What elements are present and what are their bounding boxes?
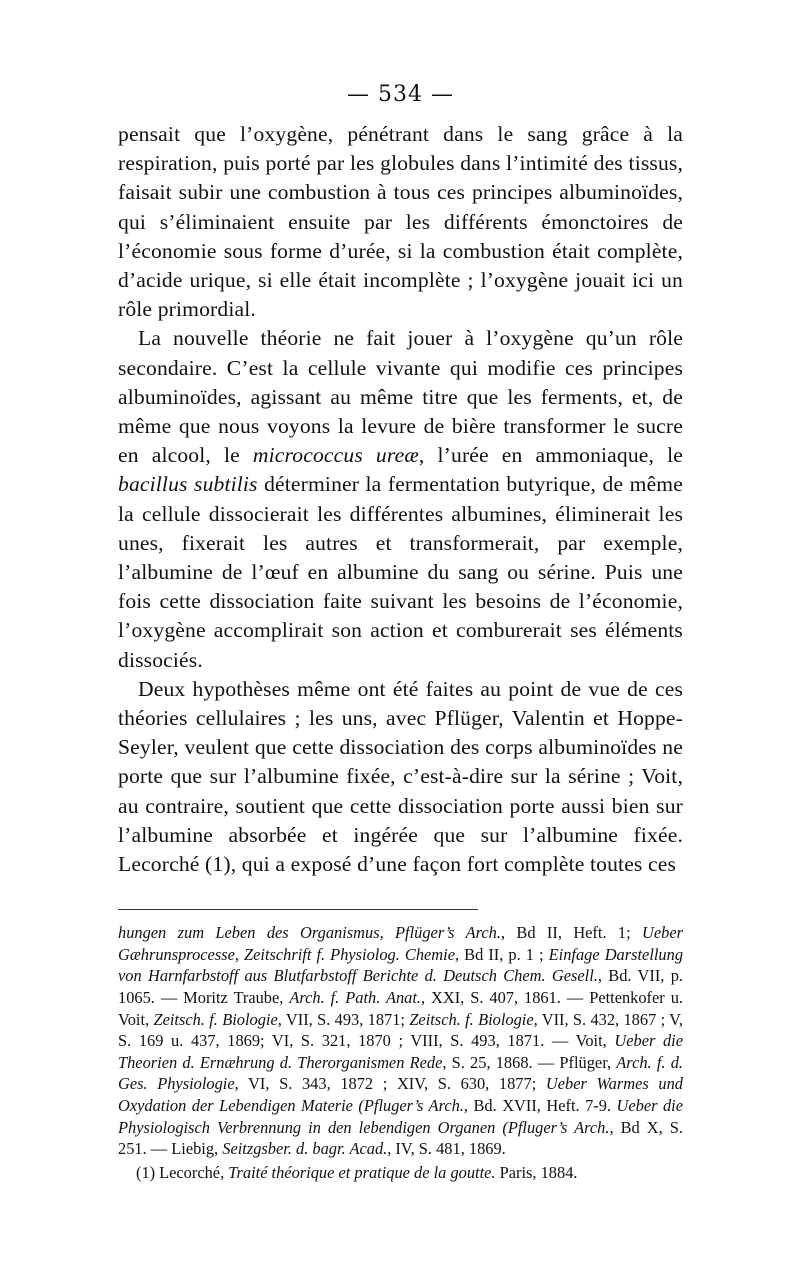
- ref-italic: Zeitsch. f. Biologie: [153, 1009, 278, 1029]
- main-text: [118, 120, 683, 879]
- ref-text: , VI, S. 343, 1872 ; XIV, S. 630, 1877;: [234, 1074, 546, 1094]
- paragraph-2-text-a: La nouvelle théorie ne fait jouer à l’oxygène qu’un rôle secondaire. C’est la cellule vivante qui modifie ces principes albuminoïdes, agissant au même titre que les ferments, et, de même que nous voyons la levure de bière transformer le sucre en alcool, le: [118, 326, 683, 468]
- ref-italic: Ueber die Theorien d. Ernæhrung d. Therorganismen Rede: [118, 1031, 683, 1072]
- footnote-author: Lecorché,: [159, 1162, 225, 1182]
- ref-text: , Bd. XVII, Heft. 7-9.: [463, 1096, 617, 1116]
- footnote-title: Traité théorique et pratique de la goutte.: [228, 1162, 496, 1182]
- footnotes: [118, 922, 683, 1183]
- footnote-1: [118, 1162, 683, 1184]
- ref-text: , XXI, S. 407, 1861. — Pettenkofer u. Voit,: [118, 988, 683, 1029]
- ref-text: , VII, S. 493, 1871;: [277, 1009, 410, 1029]
- footnote-marker: (1): [136, 1162, 156, 1182]
- ref-text: , S. 25, 1868. — Pflüger,: [442, 1052, 617, 1072]
- paragraph-2-text-b: , l’urée en ammoniaque, le: [418, 443, 684, 468]
- footnote-separator: [118, 909, 478, 910]
- ref-text: , Bd II, Heft. 1;: [500, 923, 643, 943]
- term-bacillus-subtilis: bacillus subtilis: [118, 472, 258, 497]
- ref-italic: hungen zum Leben des Organismus, Pflüger’s Arch.: [118, 923, 501, 943]
- ref-italic: Seitzgsber. d. bagr. Acad.: [222, 1139, 388, 1159]
- page-number: — 534 —: [347, 82, 454, 107]
- footnote-rest: Paris, 1884.: [495, 1162, 578, 1182]
- ref-italic: Zeitsch. f. Biologie: [409, 1009, 534, 1029]
- ref-italic: Ueber Warmes und Oxydation der Lebendigen Materie (Pfluger’s Arch.: [118, 1074, 683, 1116]
- book-page: [118, 80, 683, 1183]
- ref-italic: Arch. f. Path. Anat.: [289, 988, 421, 1008]
- ref-text: , Bd X, S. 251. — Liebig,: [118, 1117, 683, 1159]
- ref-italic: Einfage Darstellung von Harnfarbstoff aus Blutfarbstoff Berichte d. Deutsch Chem. Gesell.: [118, 944, 684, 986]
- ref-text: , IV, S. 481, 1869.: [387, 1139, 506, 1159]
- paragraph-2: [118, 324, 683, 674]
- term-micrococcus-ureae: micrococcus ureæ: [252, 443, 419, 468]
- ref-italic: Ueber Gæhrunsprocesse, Zeitschrift f. Physiolog. Chemie,: [118, 923, 683, 964]
- paragraph-1: pensait que l’oxygène, pénétrant dans le sang grâce à la respiration, puis porté par les globules dans l’intimité des tissus, faisait subir une combustion à tous ces principes albuminoïdes, qui s’éliminaient ensuite par les différents émonctoires de l’économie sous forme d’urée, si la combustion était complète, d’acide urique, si elle était incomplète ; l’oxygène jouait ici un rôle primordial.: [118, 122, 683, 322]
- footnote-continuation: [118, 922, 683, 1160]
- ref-text: , Bd. VII, p. 1065. — Moritz Traube,: [118, 966, 683, 1008]
- paragraph-3: Deux hypothèses même ont été faites au point de vue de ces théories cellulaires ; les uns, avec Pflüger, Valentin et Hoppe-Seyler, veulent que cette dissociation des corps albuminoïdes ne porte que sur l’albumine fixée, c’est-à-dire sur la sérine ; Voit, au contraire, soutient que cette dissociation porte aussi bien sur l’albumine absorbée et ingérée que sur l’albumine fixée. Lecorché (1), qui a exposé d’une façon fort complète toutes ces: [118, 676, 683, 877]
- ref-italic: Arch. f. d. Ges. Physiologie: [118, 1052, 683, 1094]
- ref-text: , VII, S. 432, 1867 ; V, S. 169 u. 437, 1869; VI, S. 321, 1870 ; VIII, S. 493, 1871. — Voit,: [118, 1009, 684, 1051]
- paragraph-2-text-c: déterminer la fermentation butyrique, de même la cellule dissocierait les différentes albumines, éliminerait les unes, fixerait les autres et transformerait, par exemple, l’albumine de l’œuf en albumine du sang ou sérine. Puis une fois cette dissociation faite suivant les besoins de l’économie, l’oxygène accomplirait son action et comburerait ses éléments dissociés.: [118, 472, 683, 672]
- ref-italic: Ueber die Physiologisch Verbrennung in den lebendigen Organen (Pfluger’s Arch.: [118, 1096, 684, 1137]
- ref-text: Bd II, p. 1 ;: [459, 944, 549, 964]
